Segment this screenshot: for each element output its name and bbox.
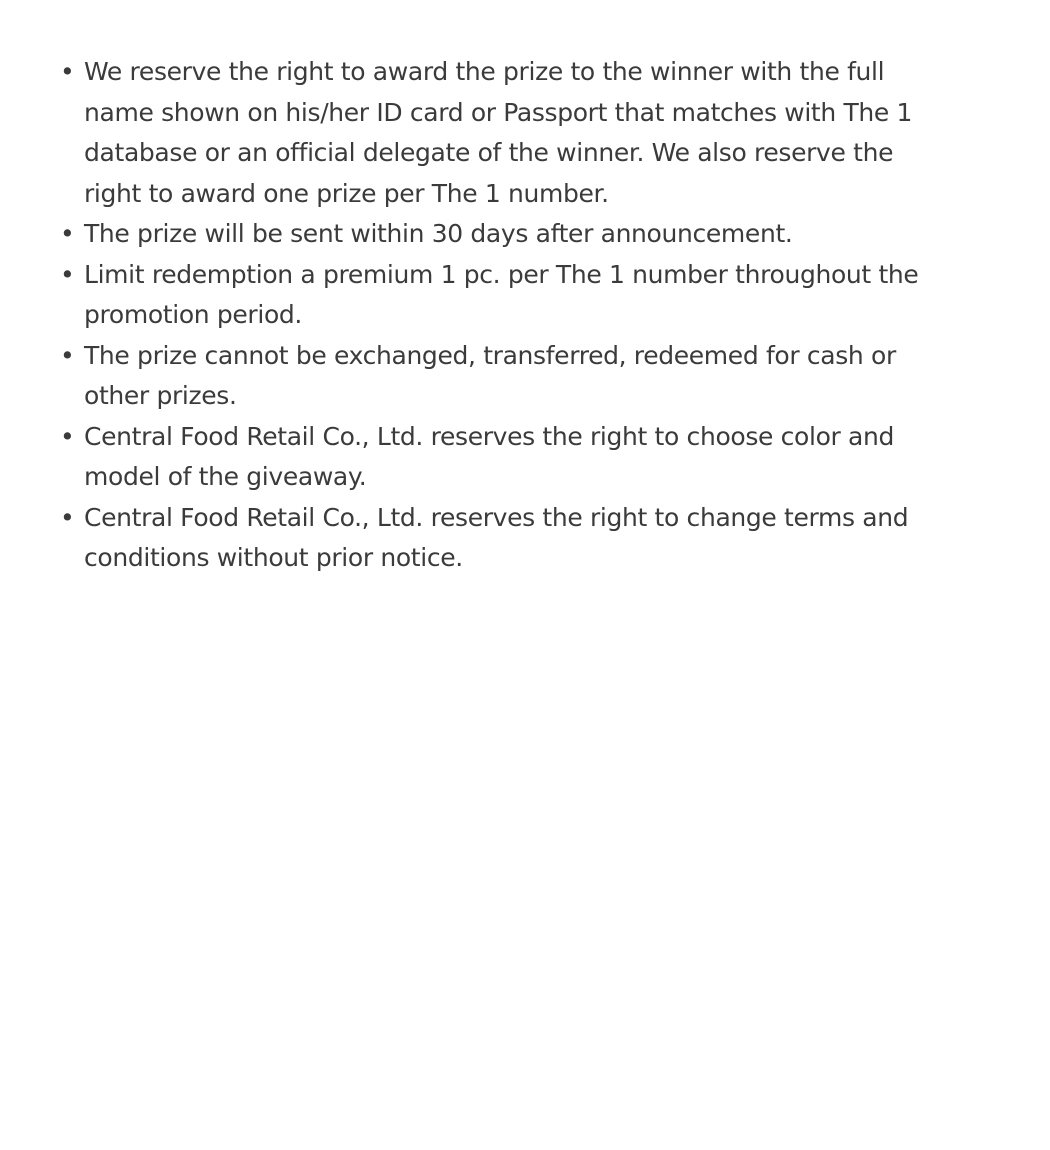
- terms-item-text: [84, 52, 999, 214]
- terms-line: promotion period.: [84, 300, 303, 329]
- terms-item-text: [84, 214, 999, 255]
- bullet-icon: •: [60, 259, 75, 289]
- terms-line: We reserve the right to award the prize to the winner with the full: [84, 57, 885, 86]
- terms-line: model of the giveaway.: [84, 462, 367, 491]
- terms-item-shipping-time: [59, 214, 999, 255]
- terms-line: other prizes.: [84, 381, 237, 410]
- terms-item-change-terms: [59, 498, 999, 579]
- terms-line: The prize cannot be exchanged, transferred, redeemed for cash or: [84, 340, 896, 370]
- terms-line: database or an official delegate of the winner. We also reserve the: [84, 138, 894, 167]
- bullet-icon: •: [60, 340, 75, 370]
- bullet-icon: •: [60, 57, 75, 86]
- terms-line: Central Food Retail Co., Ltd. reserves the right to change terms and: [84, 502, 909, 532]
- terms-line: The prize will be sent within 30 days after announcement.: [84, 219, 793, 248]
- bullet-icon: •: [60, 219, 75, 248]
- terms-item-text: [84, 336, 999, 417]
- terms-item-text: [84, 255, 999, 336]
- terms-line: right to award one prize per The 1 number.: [84, 178, 609, 208]
- bullet-icon: •: [60, 502, 75, 532]
- terms-item-redemption-limit: [59, 255, 999, 336]
- terms-item-award-prize: [59, 52, 999, 214]
- terms-line: conditions without prior notice.: [84, 543, 463, 572]
- terms-item-text: [84, 498, 999, 579]
- terms-line: Central Food Retail Co., Ltd. reserves the right to choose color and: [84, 421, 895, 451]
- terms-line: name shown on his/her ID card or Passport that matches with The 1: [84, 97, 913, 127]
- terms-item-text: [84, 417, 999, 498]
- terms-line: Limit redemption a premium 1 pc. per The 1 number throughout the: [84, 259, 919, 289]
- terms-item-color-model: [59, 417, 999, 498]
- terms-item-no-exchange: [59, 336, 999, 417]
- terms-list: [59, 52, 999, 579]
- bullet-icon: •: [60, 421, 75, 451]
